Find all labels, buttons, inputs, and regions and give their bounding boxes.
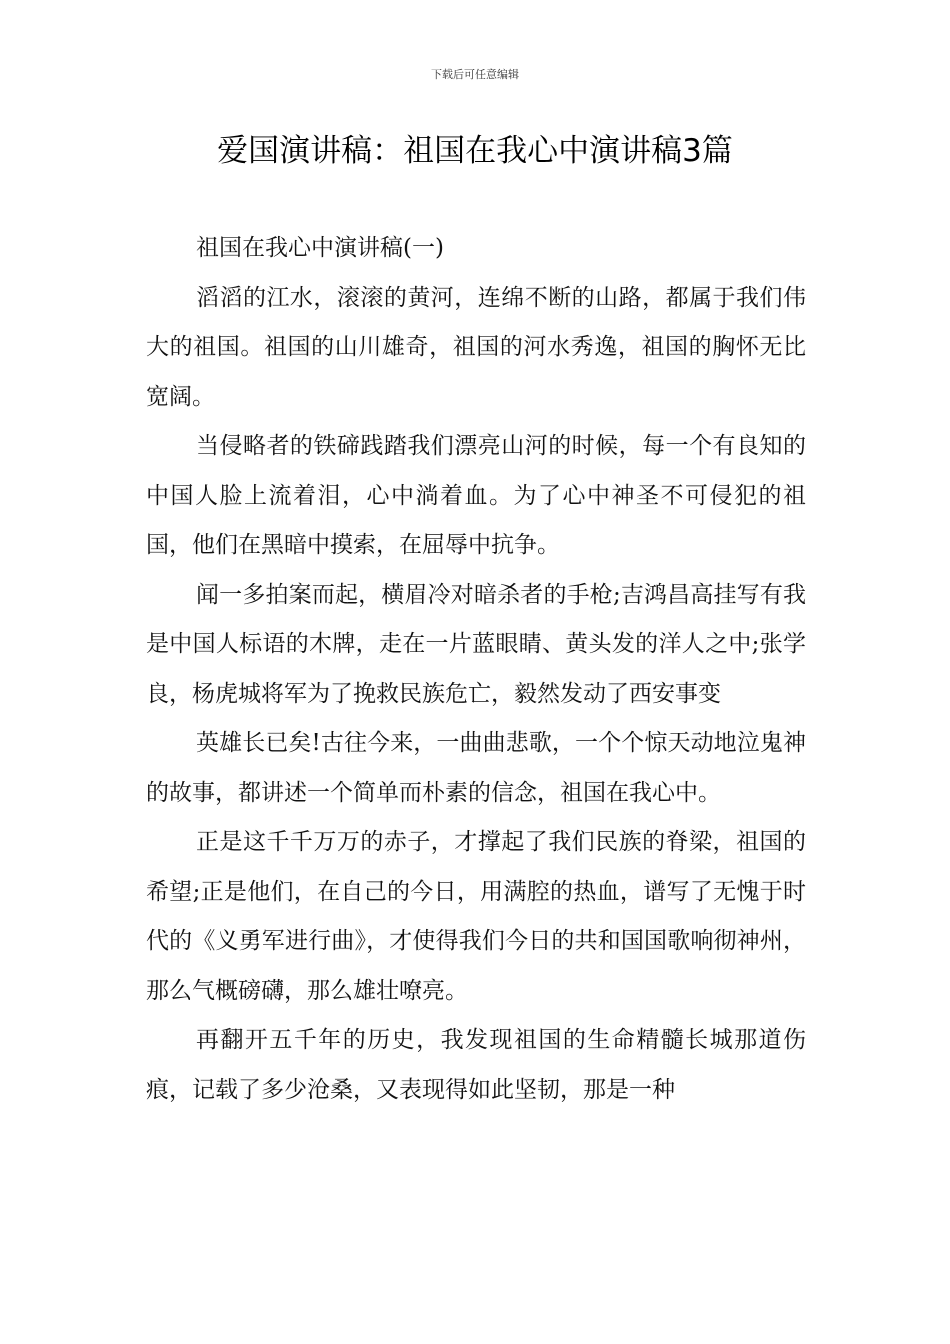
page-header: 下载后可任意编辑 [431,68,519,81]
document-title: 爱国演讲稿：祖国在我心中演讲稿3篇 [217,133,733,169]
paragraph: 正是这千千万万的赤子，才撑起了我们民族的脊梁，祖国的希望;正是他们，在自己的今日，用满腔的热血，谱写了无愧于时代的《义勇军进行曲》，才使得我们今日的共和国国歌响彻神州，那么气概磅礴，那么雄壮嘹亮。 [146,829,806,1004]
paragraph: 当侵略者的铁碲践踏我们漂亮山河的时候，每一个有良知的中国人脸上流着泪，心中淌着血。为了心中神圣不可侵犯的祖国，他们在黑暗中摸索，在屈辱中抗争。 [146,433,806,558]
paragraph: 再翻开五千年的历史，我发现祖国的生命精髓长城那道伤痕，记载了多少沧桑，又表现得如此坚韧，那是一种 [146,1027,806,1103]
paragraph: 英雄长已矣!古往今来，一曲曲悲歌，一个个惊天动地泣鬼神的故事，都讲述一个简单而朴素的信念，祖国在我心中。 [146,730,806,806]
document-body [146,224,806,1115]
section-heading: 祖国在我心中演讲稿(一) [196,235,444,261]
paragraph: 闻一多拍案而起，横眉冷对暗杀者的手枪;吉鸿昌高挂写有我是中国人标语的木牌，走在一片蓝眼睛、黄头发的洋人之中;张学良，杨虎城将军为了挽救民族危亡，毅然发动了西安事变 [146,581,806,707]
paragraph: 滔滔的江水，滚滚的黄河，连绵不断的山路，都属于我们伟大的祖国。祖国的山川雄奇，祖国的河水秀逸，祖国的胸怀无比宽阔。 [146,284,806,410]
